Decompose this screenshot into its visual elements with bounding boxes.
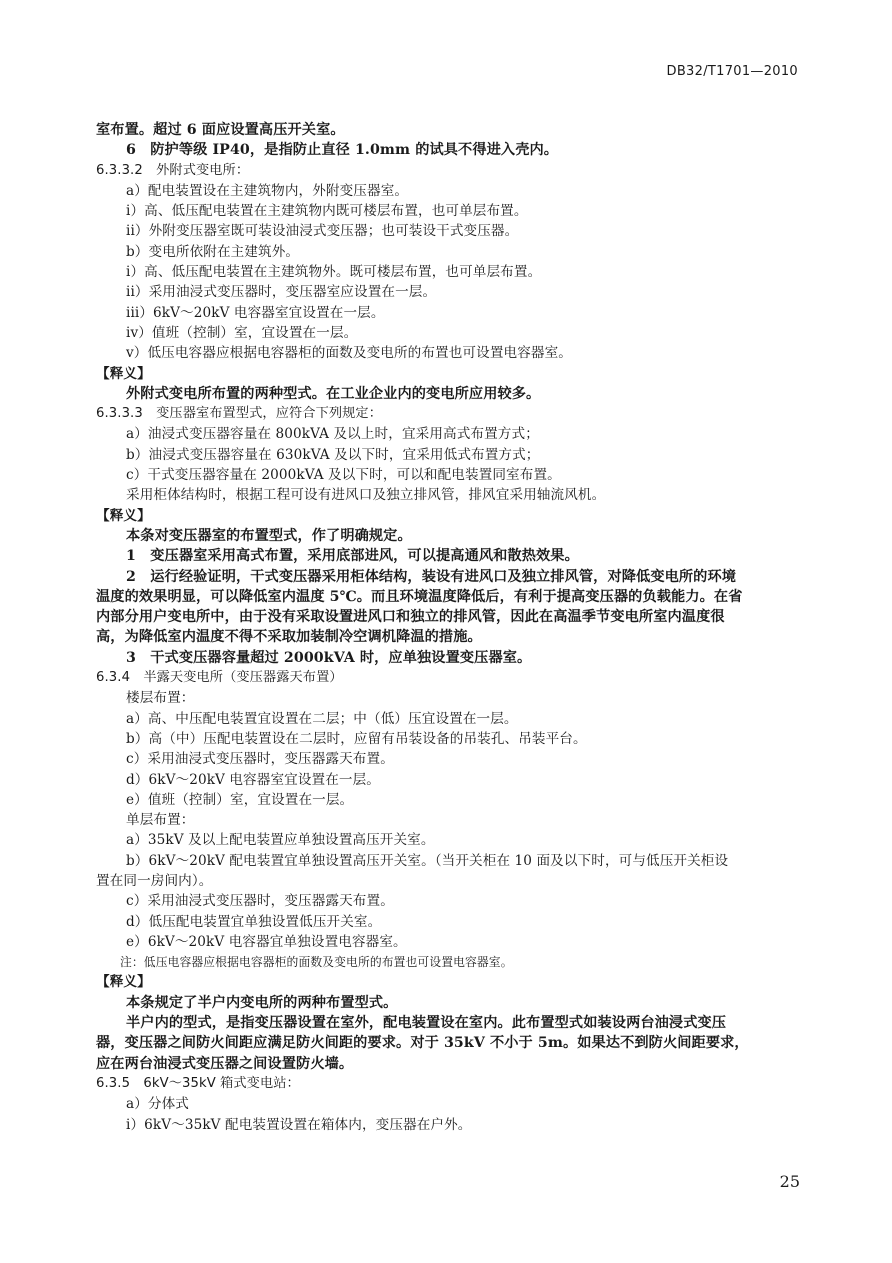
text-line: 注：低压电容器应根据电容器柜的面数及变电所的布置也可设置电容器室。 <box>120 955 513 970</box>
text-line: e）6kV～20kV 电容器宜单独设置电容器室。 <box>126 933 407 950</box>
text-line: 置在同一房间内）。 <box>96 872 213 889</box>
text-line: iii）6kV～20kV 电容器室宜设置在一层。 <box>126 304 385 321</box>
clause-heading: 6.3.4 半露天变电所（变压器露天布置） <box>96 670 343 686</box>
text-line: 本条对变压器室的布置型式，作了明确规定。 <box>126 527 412 544</box>
text-line: e）值班（控制）室，宜设置在一层。 <box>126 791 354 808</box>
text-line: v）低压电容器应根据电容器柜的面数及变电所的布置也可设置电容器室。 <box>126 345 572 362</box>
text-line: c）采用油浸式变压器时，变压器露天布置。 <box>126 893 394 910</box>
clause-heading: 6.3.5 6kV～35kV 箱式变电站： <box>96 1075 300 1091</box>
text-line: a）分体式 <box>126 1096 189 1113</box>
text-line: b）油浸式变压器容量在 630kVA 及以下时，宜采用低式布置方式； <box>126 446 540 463</box>
explanation-heading: 【释义】 <box>96 974 151 991</box>
explanation-heading: 【释义】 <box>96 365 151 382</box>
text-line: 器，变压器之间防火间距应满足防火间距的要求。对于 35kV 不小于 5m。如果达不到防火间距要求， <box>96 1035 749 1052</box>
text-line: c）干式变压器容量在 2000kVA 及以下时，可以和配电装置同室布置。 <box>126 467 561 484</box>
text-line: 单层布置： <box>126 812 195 829</box>
explanation-heading: 【释义】 <box>96 507 151 524</box>
clause-heading: 6.3.3.2 外附式变电所： <box>96 162 250 178</box>
document-code: DB32/T1701—2010 <box>666 64 798 79</box>
text-line: 外附式变电所布置的两种型式。在工业企业内的变电所应用较多。 <box>126 385 541 402</box>
text-line: d）低压配电装置宜单独设置低压开关室。 <box>126 913 382 930</box>
text-line: 室布置。超过 6 面应设置高压开关室。 <box>96 122 345 138</box>
text-line: c）采用油浸式变压器时，变压器露天布置。 <box>126 751 394 768</box>
text-line: a）35kV 及以上配电装置应单独设置高压开关室。 <box>126 832 435 849</box>
text-line: ii）外附变压器室既可装设油浸式变压器；也可装设干式变压器。 <box>126 223 519 240</box>
page-number: 25 <box>779 1172 800 1191</box>
text-line: ii）采用油浸式变压器时，变压器室应设置在一层。 <box>126 284 437 301</box>
text-line: 6 防护等级 IP40，是指防止直径 1.0mm 的试具不得进入壳内。 <box>126 142 559 159</box>
text-line: 高，为降低室内温度不得不采取加装制冷空调机降温的措施。 <box>96 629 482 646</box>
text-line: a）高、中压配电装置宜设置在二层；中（低）压宜设置在一层。 <box>126 710 518 727</box>
text-line: 应在两台油浸式变压器之间设置防火墙。 <box>96 1055 354 1072</box>
text-line: 温度的效果明显，可以降低室内温度 5℃。而且环境温度降低后，有利于提高变压器的负载能力。在省 <box>96 588 743 605</box>
text-line: iv）值班（控制）室，宜设置在一层。 <box>126 324 358 341</box>
text-line: 采用柜体结构时，根据工程可设有进风口及独立排风管，排风宜采用轴流风机。 <box>126 487 606 504</box>
text-line: 3 干式变压器容量超过 2000kVA 时，应单独设置变压器室。 <box>126 649 532 666</box>
text-line: i）6kV～35kV 配电装置设置在箱体内，变压器在户外。 <box>126 1116 472 1133</box>
text-line: i）高、低压配电装置在主建筑物外。既可楼层布置，也可单层布置。 <box>126 264 542 281</box>
text-line: 半户内的型式，是指变压器设置在室外，配电装置设在室内。此布置型式如装设两台油浸式变压 <box>126 1015 727 1032</box>
text-line: a）油浸式变压器容量在 800kVA 及以上时，宜采用高式布置方式； <box>126 426 539 443</box>
text-line: 内部分用户变电所中，由于没有采取设置进风口和独立的排风管，因此在高温季节变电所室内温度很 <box>96 609 725 626</box>
text-line: i）高、低压配电装置在主建筑物内既可楼层布置，也可单层布置。 <box>126 203 528 220</box>
text-line: b）6kV～20kV 配电装置宜单独设置高压开关室。（当开关柜在 10 面及以下时，可与低压开关柜设 <box>126 852 729 869</box>
clause-heading: 6.3.3.3 变压器室布置型式，应符合下列规定： <box>96 406 383 422</box>
text-line: a）配电装置设在主建筑物内，外附变压器室。 <box>126 182 409 199</box>
document-body <box>96 120 800 1135</box>
text-line: b）变电所依附在主建筑外。 <box>126 243 300 260</box>
text-line: 2 运行经验证明，干式变压器采用柜体结构，装设有进风口及独立排风管，对降低变电所的环境 <box>126 568 737 585</box>
text-line: 1 变压器室采用高式布置，采用底部进风，可以提高通风和散热效果。 <box>126 548 579 565</box>
text-line: 本条规定了半户内变电所的两种布置型式。 <box>126 994 398 1011</box>
text-line: b）高（中）压配电装置设在二层时，应留有吊装设备的吊装孔、吊装平台。 <box>126 730 587 747</box>
text-line: 楼层布置： <box>126 690 195 707</box>
text-line: d）6kV～20kV 电容器室宜设置在一层。 <box>126 771 380 788</box>
